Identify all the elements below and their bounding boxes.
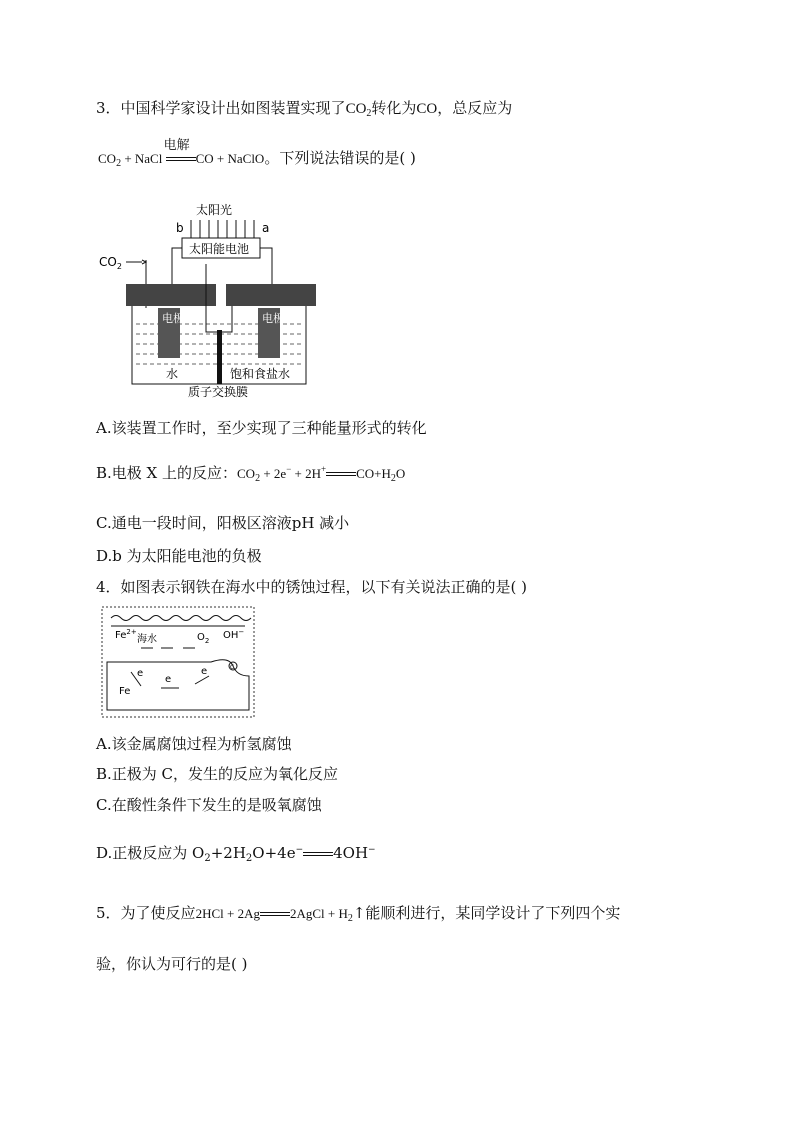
- e-label-2: e: [165, 674, 172, 685]
- e-label-1: e: [137, 668, 144, 679]
- q3-number: 3．: [96, 99, 121, 117]
- q3-electrolysis-figure: [96, 200, 336, 400]
- q4-stem: [96, 576, 527, 597]
- sea-surface: [111, 616, 251, 621]
- q3-stem-d: 。下列说法错误的是( ): [264, 149, 416, 167]
- q4-option-a: A.该金属腐蚀过程为析氢腐蚀: [96, 735, 292, 753]
- q3-co: CO: [416, 101, 438, 117]
- q5-number: 5．: [96, 904, 121, 922]
- fig-water-label: 水: [166, 367, 179, 381]
- left-lid: [126, 284, 216, 306]
- fig-label-a: a: [262, 221, 270, 235]
- electrode-y-label: 电极Y: [262, 312, 291, 325]
- sunlight-arrows: [191, 220, 254, 238]
- c-label: C: [230, 664, 235, 671]
- q4-stem-text: 如图表示钢铁在海水中的锈蚀过程，以下有关说法正确的是( ): [120, 578, 528, 596]
- o2-label: $O_2$: [197, 632, 210, 645]
- fig-membrane-label: 质子交换膜: [188, 385, 249, 399]
- fe2-label: $Fe^{2+}$: [115, 628, 137, 641]
- q4-corrosion-figure: [101, 606, 255, 718]
- q3-option-c: C.通电一段时间，阳极区溶液pH 减小: [96, 514, 350, 532]
- q3-option-a: A.该装置工作时，至少实现了三种能量形式的转化: [96, 419, 427, 437]
- right-lid: [226, 284, 316, 306]
- q4-option-d: D.正极反应为 $O_2+2H_2O+4e^-$ 4OH−: [96, 844, 376, 864]
- q3-option-b: B.电极 X 上的反应：$CO_2 + 2e^- + 2H^+$ $CO+H_2O$: [96, 464, 406, 484]
- seawater-label: 海水: [137, 634, 157, 645]
- fig-co2-label: $CO_2$: [99, 255, 122, 271]
- q5-eq-arrow: [260, 907, 290, 921]
- fig-sunlight-label: 太阳光: [196, 203, 233, 217]
- fig-brine-label: 饱和食盐水: [230, 367, 291, 381]
- q5-stem-line2: 验，你认为可行的是( ): [96, 955, 248, 973]
- e-label-3: e: [201, 666, 208, 677]
- q3-equation-line: [98, 138, 416, 169]
- wire-a: [260, 248, 272, 284]
- q3-stem-a: 中国科学家设计出如图装置实现了: [120, 99, 346, 117]
- q4-option-c: C.在酸性条件下发生的是吸氧腐蚀: [96, 796, 322, 814]
- q3-eq-reactants: $CO_2$ + NaCl: [98, 151, 166, 169]
- q4-option-b: B.正极为 C，发生的反应为氧化反应: [96, 765, 339, 783]
- q3-eq-products: CO + NaClO: [195, 151, 265, 166]
- q3-eq-arrow: [163, 138, 196, 166]
- fig-label-b: b: [176, 221, 184, 235]
- q3-option-d: D.b 为太阳能电池的负极: [96, 547, 262, 565]
- q3-stem-b: 转化为: [371, 99, 417, 117]
- q4-d-eq-arrow: [303, 847, 333, 861]
- q3-b-eq-arrow: [326, 467, 356, 481]
- q3-stem-c: ，总反应为: [437, 99, 513, 117]
- fig-solar-cell-label: 太阳能电池: [189, 242, 250, 256]
- q3-eq-condition: 电解: [163, 138, 190, 153]
- q4-number: 4．: [96, 578, 121, 596]
- wire-b: [172, 248, 182, 284]
- iron-surface: [107, 660, 249, 710]
- q5-stem-line1: 5．为了使反应2HCl + 2Ag 2AgCl + $H_2↑$能顺利进行，某同学设计了下列四个实: [96, 904, 621, 924]
- q3-co2: $CO_2$: [345, 101, 372, 119]
- electrode-x-label: 电极X: [162, 312, 192, 325]
- proton-exchange-membrane: [217, 330, 222, 384]
- oh-label: OH−: [223, 628, 245, 641]
- q3-stem-line1: [96, 97, 512, 119]
- fe-label: Fe: [119, 686, 131, 697]
